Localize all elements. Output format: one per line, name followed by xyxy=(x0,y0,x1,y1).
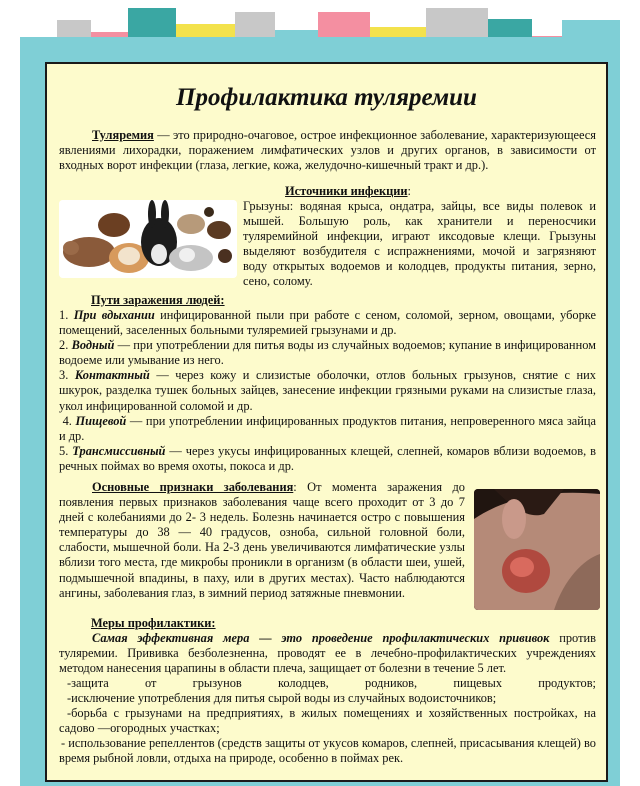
route-term: Пищевой xyxy=(75,413,127,428)
route-item xyxy=(59,444,596,474)
sources-heading xyxy=(243,184,453,199)
prevention-heading-text: Меры профилактики: xyxy=(91,616,216,630)
prevention-item: -защита от грызунов колодцев, родников, пищевых продуктов; xyxy=(67,676,596,690)
prevention-heading xyxy=(91,616,391,631)
route-num: 3. xyxy=(59,368,69,383)
route-text: — при употреблении для питья воды из случайных водоемов; купание в инфицированном водоеме или умывание из него. xyxy=(59,338,596,368)
prevention-item: - использование репеллентов (средств защиты от укусов комаров, слепней, присасывания клещей) во время рыбной ловли, отдыха на природе, особенно в поймах рек. xyxy=(59,736,596,766)
route-term: Трансмиссивный xyxy=(72,443,166,458)
page-title: Профилактика туляремии xyxy=(176,84,477,111)
route-term: Водный xyxy=(71,338,115,353)
symptoms-heading-colon: : xyxy=(293,480,297,494)
symptoms-text: От момента заражения до появления первых признаков заболевания чаще всего проходит от 3 до 7 дней с колебаниями до 2- 3 недель. Болезнь начинается остро с повышения температуры до 38 — 40 градусов, озноба, сильной головной боли, слабости, мышечной боли. На 2-3 день увеличиваются лимфатические узлы вблизи того места, где микробы проникли в организм (в области шеи, ушей, подмышечной впадины, в паху, или в других местах). Часто наблюдаются ангины, заболевания глаз, в зимний период затяжные пневмонии. xyxy=(59,480,465,600)
intro-text: — это природно-очаговое, острое инфекционное заболевание, характеризующееся явлениями лихорадки, поражением лимфатических узлов и других органов, в зависимости от входных ворот инфекции (глаза, легкие, кожа, желудочно-кишечный тракт и др.). xyxy=(59,128,596,173)
prevention-lead xyxy=(59,631,596,676)
route-text: — через кожу и слизистые оболочки, отлов больных грызунов, снятие с них шкурок, разделка тушек больных зайцев, занесение инфекции грязными руками на слизистые глаза, укол инфицированной соломой и др. xyxy=(59,368,596,413)
prevention-item: -исключение употребления для питья сырой воды из случайных водоисточников; xyxy=(67,691,497,706)
route-text: инфицированной пыли при работе с сеном, соломой, зерном, овощами, уборке помещений, заселенных больными туляремией грызунами и др. xyxy=(59,308,596,338)
route-num: 4. xyxy=(62,413,72,428)
route-item xyxy=(59,368,596,413)
routes-list xyxy=(59,308,596,474)
route-text: — через укусы инфицированных клещей, слепней, комаров вблизи водоемов, в речных поймах во время охоты, покоса и др. xyxy=(59,443,596,473)
route-term: Контактный xyxy=(74,368,150,383)
rodents-image xyxy=(59,200,237,278)
intro-paragraph xyxy=(59,128,596,173)
route-num: 1. xyxy=(59,308,69,322)
sources-text: Грызуны: водяная крыса, ондатра, зайцы, все виды полевок и мышей. Большую роль, как хранители и переносчики туляремийной инфекции, играют иксодовые клещи. Грызуны выделяют возбудителя с испражнениями, мочой и загрязняют воду открытых водоемов и колодцев, продукты питания, зерно, сено, солому. xyxy=(243,199,596,289)
poster xyxy=(45,62,608,782)
prevention-item: -борьба с грызунами на предприятиях, в жилых помещениях и хозяйственных постройках, на садово —огородных участках; xyxy=(59,706,596,736)
lymph-node-photo xyxy=(474,489,600,610)
symptoms-paragraph xyxy=(59,480,465,601)
intro-term: Туляремия xyxy=(92,128,154,142)
route-item xyxy=(59,308,596,338)
prevention-lead-term: Самая эффективная мера — это проведение профилактических прививок xyxy=(92,631,550,645)
sources-heading-colon: : xyxy=(407,184,411,198)
route-text: — при употреблении инфицированных продуктов питания, непроверенного мяса зайца и др. xyxy=(59,413,596,443)
route-item xyxy=(59,338,596,368)
route-num: 2. xyxy=(59,338,69,353)
routes-heading xyxy=(91,293,391,308)
routes-heading-text: Пути заражения людей: xyxy=(91,293,225,307)
route-item xyxy=(59,414,596,444)
prevention-list xyxy=(59,676,596,767)
prevention-lead-text: против туляремии. Прививка безболезненна, проводят ее в лечебно-профилактических учреждениях методом нанесения царапины в области плеча, защищает от болезни в течение 5 лет. xyxy=(59,631,596,676)
route-num: 5. xyxy=(59,443,69,458)
sources-heading-text: Источники инфекции xyxy=(285,184,408,198)
symptoms-heading: Основные признаки заболевания xyxy=(92,480,294,494)
route-term: При вдыхании xyxy=(73,308,155,322)
